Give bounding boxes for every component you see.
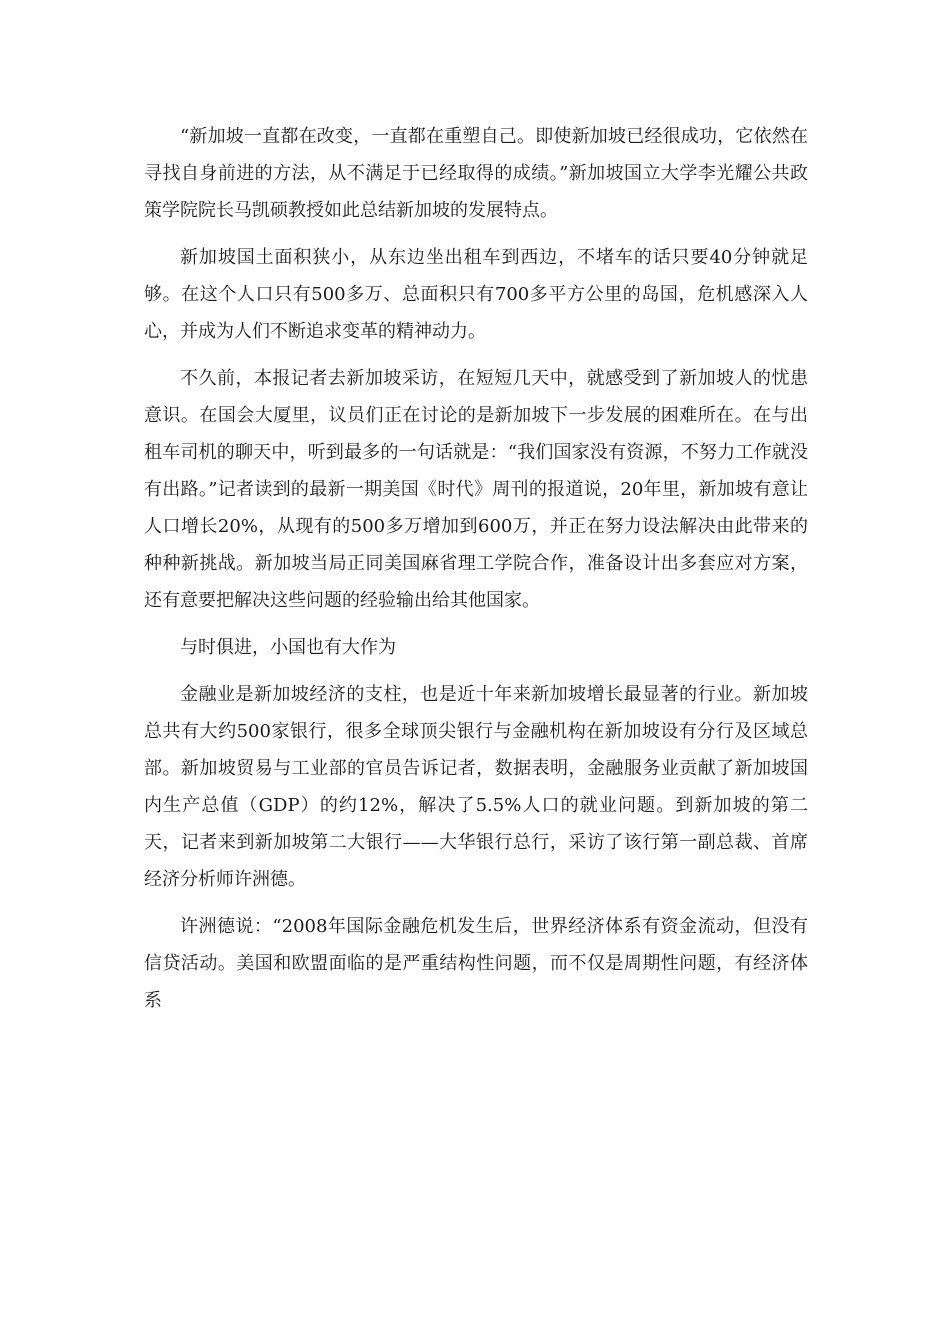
paragraph-finance: 金融业是新加坡经济的支柱，也是近十年来新加坡增长最显著的行业。新加坡总共有大约500家银行，很多全球顶尖银行与金融机构在新加坡设有分行及区域总部。新加坡贸易与工业部的官员告诉记者，数据表明，金融服务业贡献了新加坡国内生产总值（GDP）的约12%，解决了5.5%人口的就业问题。到新加坡的第二天，记者来到新加坡第二大银行——大华银行总行，采访了该行第一副总裁、首席经济分析师许洲德。 [144, 684, 808, 890]
paragraph-reporter-visit: 不久前，本报记者去新加坡采访，在短短几天中，就感受到了新加坡人的忧患意识。在国会大厦里，议员们正在讨论的是新加坡下一步发展的困难所在。在与出租车司机的聊天中，听到最多的一句话就是：“我们国家没有资源，不努力工作就没有出路。”记者读到的最新一期美国《时代》周刊的报道说，20年里，新加坡有意让人口增长20%，从现有的500多万增加到600万，并正在努力设法解决由此带来的种种新挑战。新加坡当局正同美国麻省理工学院合作，准备设计出多套应对方案，还有意要把解决这些问题的经验输出给其他国家。 [144, 368, 808, 611]
article-body [144, 118, 808, 1019]
paragraph-quote-intro: “新加坡一直都在改变，一直都在重塑自己。即使新加坡已经很成功，它依然在寻找自身前进的方法，从不满足于已经取得的成绩。”新加坡国立大学李光耀公共政策学院院长马凯硕教授如此总结新加坡的发展特点。 [144, 126, 808, 221]
section-heading: 与时俱进，小国也有大作为 [180, 637, 396, 658]
paragraph-geography: 新加坡国土面积狭小，从东边坐出租车到西边，不堵车的话只要40分钟就足够。在这个人口只有500多万、总面积只有700多平方公里的岛国，危机感深入人心，并成为人们不断追求变革的精神动力。 [144, 247, 808, 342]
paragraph-interview: 许洲德说：“2008年国际金融危机发生后，世界经济体系有资金流动，但没有信贷活动。美国和欧盟面临的是严重结构性问题，而不仅是周期性问题，有经济体系 [144, 916, 808, 1011]
